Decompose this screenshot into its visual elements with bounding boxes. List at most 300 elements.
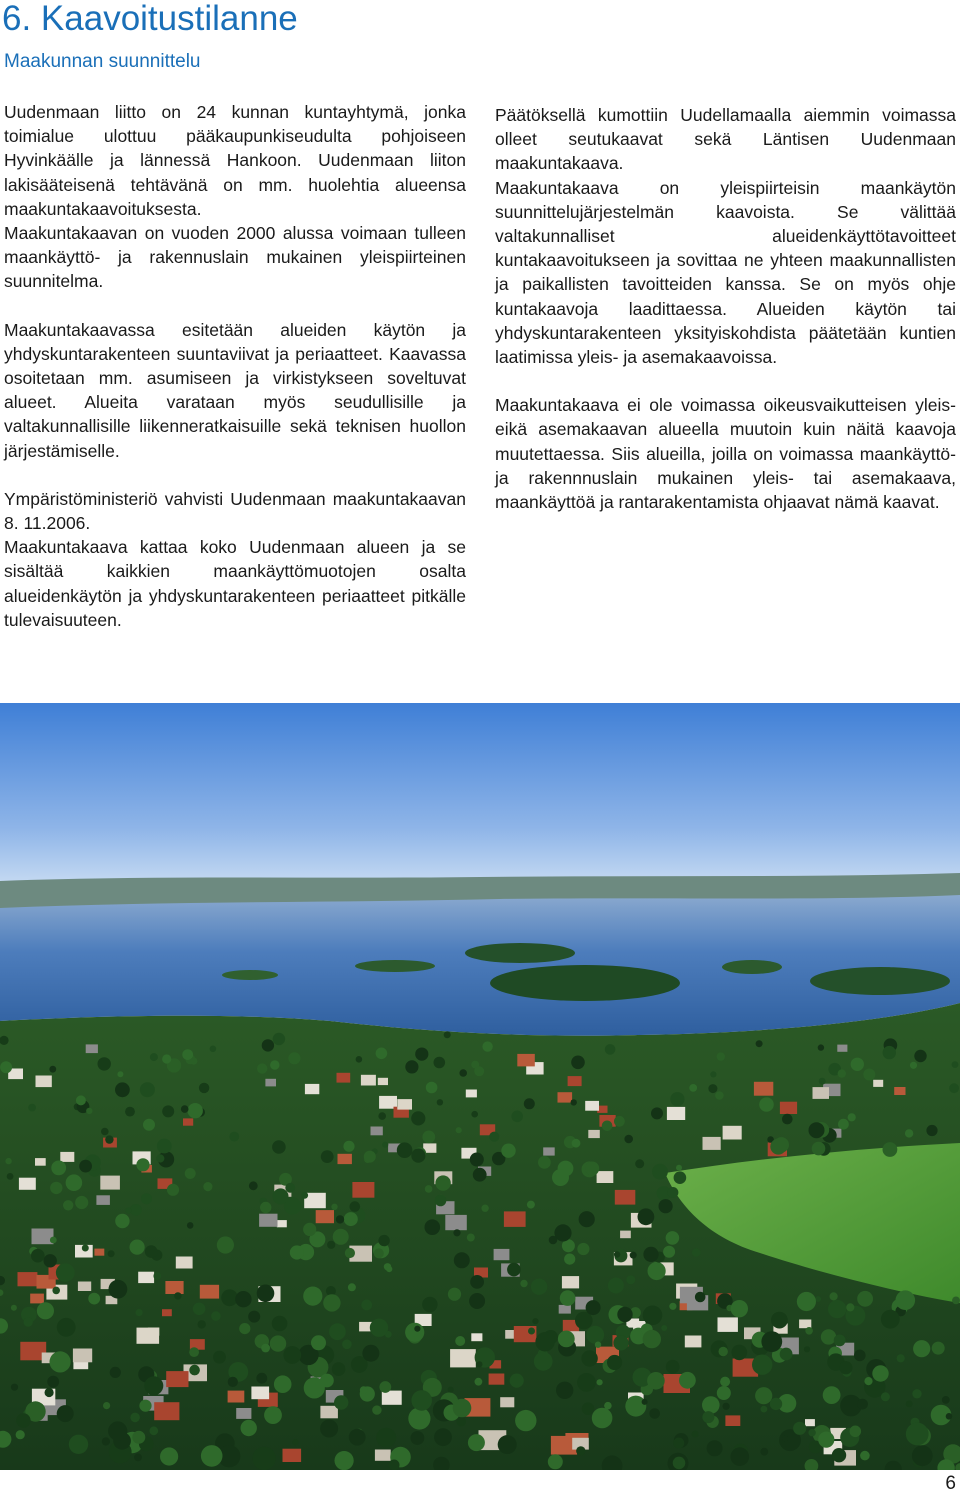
tree <box>793 1422 806 1435</box>
house <box>32 1229 54 1245</box>
paragraph: Ympäristöministeriö vahvisti Uudenmaan maakuntakaavan 8. 11.2006. <box>4 488 466 534</box>
tree <box>577 1373 596 1392</box>
tree <box>210 1046 217 1053</box>
tree <box>140 1082 155 1097</box>
tree <box>572 1139 581 1148</box>
tree <box>414 1326 420 1332</box>
tree <box>160 1447 178 1465</box>
tree <box>586 1300 601 1315</box>
house <box>543 1147 555 1155</box>
house <box>162 1309 172 1316</box>
tree <box>857 1399 868 1410</box>
house <box>562 1276 579 1288</box>
tree <box>579 1211 595 1227</box>
house <box>100 1176 120 1190</box>
house <box>352 1182 374 1198</box>
tree <box>782 1435 788 1441</box>
tree <box>379 1381 391 1393</box>
tree <box>199 1083 209 1093</box>
house <box>504 1211 526 1227</box>
tree <box>82 1245 89 1252</box>
page-title: 6. Kaavoitustilanne <box>2 0 298 38</box>
tree <box>411 1149 425 1163</box>
tree <box>548 1454 563 1469</box>
tree <box>467 1234 475 1242</box>
tree <box>270 1060 279 1069</box>
tree <box>652 1164 668 1180</box>
tree <box>252 1447 275 1470</box>
tree <box>818 1044 824 1050</box>
house <box>894 1087 905 1095</box>
tree <box>854 1350 866 1362</box>
house <box>873 1080 883 1087</box>
tree <box>667 1187 678 1198</box>
house <box>723 1126 742 1140</box>
tree <box>378 1235 389 1246</box>
tree <box>760 1448 768 1456</box>
tree <box>136 1158 149 1171</box>
tree <box>528 1328 535 1335</box>
tree <box>912 1389 921 1398</box>
tree <box>145 1245 158 1258</box>
house <box>588 1130 600 1138</box>
tree <box>823 1386 841 1404</box>
tree <box>229 1132 239 1142</box>
tree <box>270 1335 286 1351</box>
tree <box>342 1340 352 1350</box>
tree <box>167 1184 179 1196</box>
tree <box>45 1388 54 1397</box>
tree <box>456 1417 466 1427</box>
tree <box>535 1332 554 1351</box>
house <box>236 1408 251 1419</box>
tree <box>422 1131 435 1144</box>
tree <box>110 1367 121 1378</box>
tree <box>756 1040 763 1047</box>
tree <box>834 1335 846 1347</box>
tree <box>524 1098 535 1109</box>
tree <box>426 1082 438 1094</box>
tree <box>643 1306 663 1326</box>
house <box>30 1294 44 1304</box>
house <box>375 1450 391 1461</box>
house <box>517 1054 535 1067</box>
tree <box>515 1410 536 1431</box>
page-number: 6 <box>945 1473 956 1494</box>
tree <box>715 1091 724 1100</box>
tree <box>731 1447 750 1466</box>
house <box>166 1371 188 1387</box>
tree <box>607 1355 622 1370</box>
tree <box>117 1071 123 1077</box>
tree <box>692 1431 699 1438</box>
tree <box>262 1039 274 1051</box>
tree <box>804 1346 810 1352</box>
tree <box>115 1214 129 1228</box>
tree <box>649 1408 660 1419</box>
tree <box>723 1403 730 1410</box>
tree <box>828 1300 846 1318</box>
tree <box>47 1376 59 1388</box>
tree <box>162 1105 174 1117</box>
house <box>19 1178 36 1190</box>
tree <box>932 1342 945 1355</box>
house <box>154 1402 179 1420</box>
tree <box>857 1291 873 1307</box>
tree <box>771 1312 788 1329</box>
house <box>259 1214 277 1227</box>
tree <box>193 1303 206 1316</box>
tree <box>626 1275 635 1284</box>
tree <box>435 1175 450 1190</box>
tree <box>761 1406 768 1413</box>
house <box>471 1333 482 1341</box>
house <box>283 1449 302 1462</box>
island <box>490 965 680 1001</box>
tree <box>851 1058 864 1071</box>
house <box>96 1195 110 1205</box>
house <box>597 1171 614 1183</box>
tree <box>761 1331 782 1352</box>
tree <box>323 1294 340 1311</box>
tree <box>692 1248 701 1257</box>
tree <box>349 1429 366 1446</box>
tree <box>75 1196 88 1209</box>
tree <box>139 1400 151 1412</box>
tree <box>141 1193 152 1204</box>
tree <box>752 1355 772 1375</box>
tree <box>24 1317 33 1326</box>
tree <box>261 1344 270 1353</box>
tree <box>952 1061 959 1068</box>
tree <box>256 1373 267 1384</box>
tree <box>37 1302 54 1319</box>
tree <box>821 1329 836 1344</box>
tree <box>134 1454 142 1462</box>
tree <box>470 1275 484 1289</box>
tree <box>669 1303 676 1310</box>
tree <box>910 1062 917 1069</box>
tree <box>946 1413 953 1420</box>
tree <box>663 1246 675 1258</box>
house <box>305 1084 319 1094</box>
tree <box>564 1254 575 1265</box>
house <box>568 1076 582 1086</box>
tree <box>50 1351 71 1372</box>
tree <box>344 1212 358 1226</box>
tree <box>635 1159 644 1168</box>
tree <box>376 1048 388 1060</box>
tree <box>905 1129 913 1137</box>
house <box>183 1118 193 1125</box>
tree <box>926 1125 937 1136</box>
tree <box>707 1440 723 1456</box>
tree <box>374 1248 384 1258</box>
tree <box>538 1156 551 1169</box>
tree <box>108 1250 115 1257</box>
house <box>780 1102 797 1114</box>
tree <box>239 1323 250 1334</box>
tree <box>498 1435 517 1454</box>
tree <box>272 1316 288 1332</box>
tree <box>434 1428 452 1446</box>
tree <box>248 1311 260 1323</box>
tree <box>411 1431 425 1445</box>
house <box>277 1220 287 1227</box>
tree <box>815 1296 821 1302</box>
house <box>320 1406 338 1419</box>
tree <box>597 1379 603 1385</box>
tree <box>883 1142 898 1157</box>
tree <box>476 1361 482 1367</box>
tree <box>88 1293 100 1305</box>
tree <box>411 1111 425 1125</box>
tree <box>648 1262 666 1280</box>
tree <box>235 1291 251 1307</box>
tree <box>661 1325 667 1331</box>
tree <box>651 1107 663 1119</box>
tree <box>666 1360 680 1374</box>
tree <box>732 1345 748 1361</box>
tree <box>850 1426 862 1438</box>
tree <box>11 1384 18 1391</box>
tree <box>187 1222 194 1229</box>
tree <box>198 1320 206 1328</box>
tree <box>556 1382 573 1399</box>
tree <box>130 1413 140 1423</box>
tree <box>534 1352 553 1371</box>
tree <box>469 1293 485 1309</box>
tree <box>156 1154 164 1162</box>
tree <box>674 1171 687 1184</box>
tree <box>211 1311 221 1321</box>
tree <box>453 1399 472 1418</box>
tree <box>0 1061 12 1073</box>
house <box>725 1415 740 1426</box>
tree <box>673 1457 686 1470</box>
house <box>615 1190 636 1205</box>
house <box>60 1152 74 1162</box>
tree <box>614 1116 625 1127</box>
tree <box>415 1048 428 1061</box>
tree <box>586 1326 604 1344</box>
tree <box>581 1350 597 1366</box>
paragraph: Uudenmaan liitto on 24 kunnan kuntayhtymä, jonka toimialue ulottuu pääkaupunkiseudulta pohjoiseen Hyvinkäälle ja lännessä Hankoon. Uudenmaan liiton lakisääteisenä tehtävänä on mm. huolehtia alueensa maakuntakaavoituksesta. <box>4 102 466 219</box>
tree <box>425 1219 441 1235</box>
tree <box>560 1290 576 1306</box>
house <box>86 1044 98 1053</box>
photo-illustration <box>0 703 960 1470</box>
paragraph: Maakuntakaavan on vuoden 2000 alussa voimaan tulleen maankäyttö- ja rakennuslain mukainen yleispiirteinen suunnitelma. <box>4 223 466 292</box>
tree <box>66 1174 83 1191</box>
tree <box>702 1411 714 1423</box>
tree <box>717 1052 725 1060</box>
house <box>137 1328 160 1344</box>
tree <box>630 1252 637 1259</box>
tree <box>571 1099 577 1105</box>
sky <box>0 703 960 883</box>
tree <box>906 1401 913 1408</box>
tree <box>475 1378 483 1386</box>
tree <box>642 1399 648 1405</box>
tree <box>624 1135 633 1144</box>
tree <box>942 1396 950 1404</box>
tree <box>56 1263 75 1282</box>
tree <box>604 1402 612 1410</box>
tree <box>647 1372 665 1390</box>
tree <box>571 1056 585 1070</box>
tree <box>906 1423 929 1446</box>
tree <box>881 1310 900 1329</box>
house <box>718 1317 738 1332</box>
tree <box>422 1297 437 1312</box>
house <box>337 1073 351 1083</box>
paragraph: Maakuntakaava ei ole voimassa oikeusvaikutteisen yleis- eikä asemakaavan alueella muutoin kuin näitä kaavoja muutettaessa. Siis alueilla, joilla on voimassa maankäyttö- ja rakennnuslain mukainen yleis- tai asemakaava, maankäyttöä ja rantarakentamista ohjaavat nämä kaavat. <box>495 395 956 513</box>
tree <box>520 1280 527 1287</box>
tree <box>710 1071 716 1077</box>
tree <box>382 1142 388 1148</box>
house <box>371 1127 383 1136</box>
tree <box>949 1083 959 1093</box>
house <box>316 1210 334 1223</box>
tree <box>527 1201 535 1209</box>
tree <box>228 1377 238 1387</box>
paragraph: Maakuntakaava kattaa koko Uudenmaan alueen ja se sisältää kaikkien maankäyttömuotojen osalta alueidenkäytön ja yhdyskuntarakenteen periaatteet pitkälle tulevaisuuteen. <box>4 537 466 630</box>
tree <box>185 1168 196 1179</box>
tree <box>144 1376 163 1395</box>
tree <box>376 1428 396 1448</box>
tree <box>848 1113 856 1121</box>
tree <box>273 1033 285 1045</box>
tree <box>125 1208 131 1214</box>
house <box>200 1285 219 1299</box>
tree <box>285 1183 295 1193</box>
tree <box>613 1335 628 1350</box>
tree <box>676 1165 682 1171</box>
tree <box>643 1330 661 1348</box>
tree <box>241 1420 257 1436</box>
tree <box>532 1318 538 1324</box>
tree <box>181 1105 189 1113</box>
aerial-town-lake-photo <box>0 703 960 1470</box>
tree <box>501 1144 515 1158</box>
tree <box>290 1245 304 1259</box>
house <box>18 1272 38 1286</box>
tree <box>818 1432 834 1448</box>
tree <box>456 1127 462 1133</box>
tree <box>103 1402 110 1409</box>
tree <box>582 1403 594 1415</box>
tree <box>914 1050 926 1062</box>
tree <box>386 1266 392 1272</box>
house <box>265 1079 276 1087</box>
house <box>703 1137 721 1150</box>
tree <box>336 1215 344 1223</box>
tree <box>897 1354 905 1362</box>
tree <box>805 1327 813 1335</box>
tree <box>264 1406 282 1424</box>
tree <box>872 1365 888 1381</box>
tree <box>102 1437 110 1445</box>
tree <box>448 1288 461 1301</box>
tree <box>809 1122 825 1138</box>
tree <box>153 1272 161 1280</box>
house <box>94 1249 104 1256</box>
tree <box>44 1254 57 1267</box>
house <box>489 1374 505 1385</box>
tree <box>448 1387 454 1393</box>
tree <box>162 1054 171 1063</box>
tree <box>444 1031 451 1038</box>
tree <box>507 1263 521 1277</box>
house <box>805 1419 815 1426</box>
tree <box>348 1283 356 1291</box>
house <box>620 1231 631 1239</box>
house <box>361 1075 376 1086</box>
tree <box>397 1142 413 1158</box>
tree <box>189 1347 199 1357</box>
tree <box>839 1361 852 1374</box>
house <box>754 1082 773 1096</box>
tree <box>717 1386 731 1400</box>
tree <box>913 1340 930 1357</box>
tree <box>408 1407 430 1429</box>
tree <box>435 1195 447 1207</box>
tree <box>782 1114 793 1125</box>
tree <box>812 1142 826 1156</box>
house <box>228 1391 245 1403</box>
tree <box>361 1300 372 1311</box>
house <box>35 1158 46 1166</box>
tree <box>759 1097 774 1112</box>
tree <box>434 1057 446 1069</box>
tree <box>109 1280 128 1299</box>
tree <box>364 1151 376 1163</box>
tree <box>28 1104 36 1112</box>
tree <box>334 1395 348 1409</box>
tree <box>311 1335 326 1350</box>
tree <box>425 1185 433 1193</box>
left-text-column <box>4 100 466 632</box>
island <box>465 943 575 963</box>
tree <box>101 1128 109 1136</box>
tree <box>378 1112 386 1120</box>
tree <box>459 1069 467 1077</box>
tree <box>625 1396 646 1417</box>
tree <box>455 1336 465 1346</box>
tree <box>731 1300 748 1317</box>
house <box>36 1076 52 1088</box>
tree <box>188 1103 203 1118</box>
tree <box>149 1426 158 1435</box>
tree <box>860 1451 870 1461</box>
tree <box>708 1084 717 1093</box>
tree <box>673 1438 684 1449</box>
tree <box>617 1307 632 1322</box>
house <box>667 1107 685 1120</box>
tree <box>332 1362 346 1376</box>
tree <box>132 1431 145 1444</box>
house <box>813 1087 830 1099</box>
tree <box>301 1192 308 1199</box>
tree <box>288 1052 300 1064</box>
tree <box>350 1201 361 1212</box>
tree <box>11 1305 17 1311</box>
tree <box>531 1279 547 1295</box>
house <box>558 1092 573 1102</box>
tree <box>846 1303 854 1311</box>
tree <box>770 1139 786 1155</box>
